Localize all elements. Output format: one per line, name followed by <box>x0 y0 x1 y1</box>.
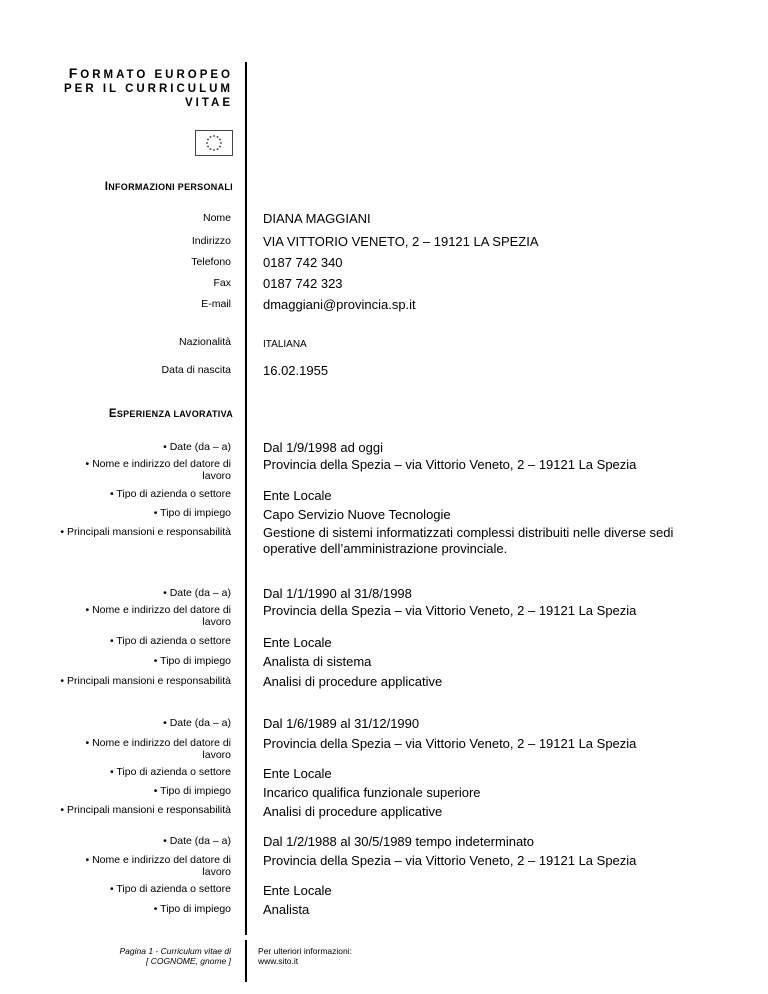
label-sector: • Tipo di azienda o settore <box>109 635 231 647</box>
label-email: E-mail <box>201 298 231 310</box>
value-sector: Ente Locale <box>263 488 332 503</box>
value-email: dmaggiani@provincia.sp.it <box>263 297 416 312</box>
value-employer: Provincia della Spezia – via Vittorio Veneto, 2 – 19121 La Spezia <box>263 457 637 472</box>
value-employer: Provincia della Spezia – via Vittorio Veneto, 2 – 19121 La Spezia <box>263 603 637 618</box>
footer-more-info: Per ulteriori informazioni: www.sito.it <box>258 946 353 966</box>
value-job-type: Analista di sistema <box>263 654 372 669</box>
label-duties: • Principali mansioni e responsabilità <box>60 804 231 816</box>
value-dates: Dal 1/6/1989 al 31/12/1990 <box>263 716 420 731</box>
title-initial: F <box>68 65 81 81</box>
value-dates: Dal 1/9/1998 ad oggi <box>263 440 383 455</box>
value-duties: Analisi di procedure applicative <box>263 804 443 819</box>
title-line-1: ORMATO EUROPEO <box>80 69 233 81</box>
footer-divider <box>245 940 247 982</box>
label-sector: • Tipo di azienda o settore <box>109 883 231 895</box>
label-employer: • Nome e indirizzo del datore di lavoro <box>85 458 231 482</box>
label-fax: Fax <box>213 277 231 289</box>
eu-flag-icon <box>195 130 233 156</box>
section-work-experience: ESPERIENZA LAVORATIVA <box>108 408 233 420</box>
value-fax: 0187 742 323 <box>263 276 343 291</box>
value-employer: Provincia della Spezia – via Vittorio Veneto, 2 – 19121 La Spezia <box>263 736 637 751</box>
value-employer: Provincia della Spezia – via Vittorio Veneto, 2 – 19121 La Spezia <box>263 853 637 868</box>
label-address: Indirizzo <box>191 235 231 247</box>
label-sector: • Tipo di azienda o settore <box>109 766 231 778</box>
footer-page-info: Pagina 1 - Curriculum vitae di [ COGNOME, gnome ] <box>119 946 231 966</box>
label-employer: • Nome e indirizzo del datore di lavoro <box>85 854 231 878</box>
label-dates: • Date (da – a) <box>163 835 231 847</box>
label-job-type: • Tipo di impiego <box>153 903 231 915</box>
footer-website-link[interactable]: www.sito.it <box>258 956 299 966</box>
title-line-2: PER IL CURRICULUM <box>64 83 233 95</box>
value-sector: Ente Locale <box>263 766 332 781</box>
value-dates: Dal 1/2/1988 al 30/5/1989 tempo indeterminato <box>263 834 535 849</box>
label-name: Nome <box>202 212 231 224</box>
document-title <box>64 66 233 110</box>
value-sector: Ente Locale <box>263 883 332 898</box>
label-dates: • Date (da – a) <box>163 587 231 599</box>
label-phone: Telefono <box>191 256 231 268</box>
column-divider <box>245 62 247 935</box>
section-personal-info: INFORMAZIONI PERSONALI <box>104 181 233 193</box>
value-phone: 0187 742 340 <box>263 255 343 270</box>
label-employer: • Nome e indirizzo del datore di lavoro <box>85 737 231 761</box>
label-job-type: • Tipo di impiego <box>153 785 231 797</box>
value-name: DIANA MAGGIANI <box>263 211 371 226</box>
value-sector: Ente Locale <box>263 635 332 650</box>
value-nationality: ITALIANA <box>263 339 307 350</box>
label-duties: • Principali mansioni e responsabilità <box>60 526 231 538</box>
label-dates: • Date (da – a) <box>163 717 231 729</box>
value-job-type: Capo Servizio Nuove Tecnologie <box>263 507 451 522</box>
title-line-3: VITAE <box>184 97 233 109</box>
value-job-type: Analista <box>263 902 310 917</box>
label-employer: • Nome e indirizzo del datore di lavoro <box>85 604 231 628</box>
value-address: VIA VITTORIO VENETO, 2 – 19121 LA SPEZIA <box>263 234 539 249</box>
value-duties: Analisi di procedure applicative <box>263 674 443 689</box>
label-birth-date: Data di nascita <box>161 364 231 376</box>
label-nationality: Nazionalità <box>179 336 231 348</box>
value-job-type: Incarico qualifica funzionale superiore <box>263 785 481 800</box>
label-duties: • Principali mansioni e responsabilità <box>60 675 231 687</box>
label-dates: • Date (da – a) <box>163 441 231 453</box>
value-duties: Gestione di sistemi informatizzati complessi distribuiti nelle diverse sedi operative dell’amministrazione provinciale. <box>263 525 674 556</box>
value-dates: Dal 1/1/1990 al 31/8/1998 <box>263 586 412 601</box>
label-job-type: • Tipo di impiego <box>153 655 231 667</box>
value-birth-date: 16.02.1955 <box>263 363 329 378</box>
label-job-type: • Tipo di impiego <box>153 507 231 519</box>
label-sector: • Tipo di azienda o settore <box>109 488 231 500</box>
